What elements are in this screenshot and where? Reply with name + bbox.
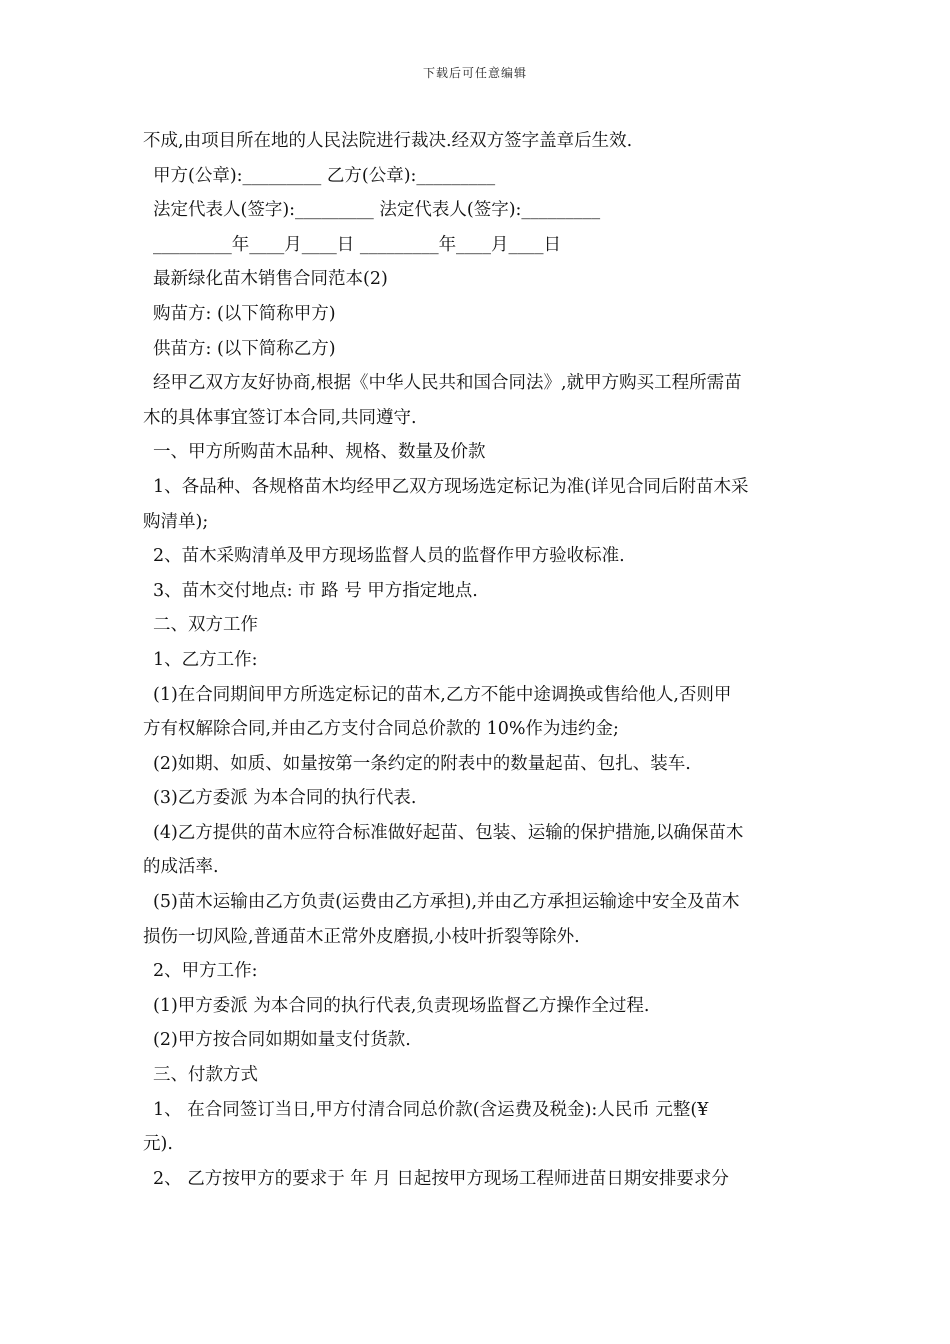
paragraph-line: 甲方(公章):_________ 乙方(公章):_________ bbox=[153, 165, 496, 186]
page-header-note: 下载后可任意编辑 bbox=[422, 66, 527, 80]
paragraph-line: 木的具体事宜签订本合同,共同遵守. bbox=[143, 407, 417, 428]
paragraph-line: 一、甲方所购苗木品种、规格、数量及价款 bbox=[153, 442, 486, 463]
paragraph-line: 1、各品种、各规格苗木均经甲乙双方现场选定标记为准(详见合同后附苗木采 bbox=[153, 476, 749, 497]
paragraph-line: 三、付款方式 bbox=[153, 1065, 258, 1086]
paragraph-line: (2)甲方按合同如期如量支付货款. bbox=[153, 1030, 411, 1051]
paragraph-line: 2、 乙方按甲方的要求于 年 月 日起按甲方现场工程师进苗日期安排要求分 bbox=[153, 1168, 729, 1189]
paragraph-line: 法定代表人(签字):_________ 法定代表人(签字):_________ bbox=[153, 200, 601, 221]
paragraph-line: 购苗方: (以下简称甲方) bbox=[153, 303, 336, 324]
paragraph-line: (4)乙方提供的苗木应符合标准做好起苗、包装、运输的保护措施,以确保苗木 bbox=[153, 822, 744, 843]
paragraph-line: 购清单); bbox=[143, 511, 209, 532]
document-body bbox=[143, 124, 813, 1196]
paragraph-line: _________年____月____日 _________年____月____日 bbox=[153, 234, 562, 255]
paragraph-line: (5)苗木运输由乙方负责(运费由乙方承担),并由乙方承担运输途中安全及苗木 bbox=[153, 892, 740, 913]
paragraph-line: 2、甲方工作: bbox=[153, 961, 258, 982]
paragraph-line: 供苗方: (以下简称乙方) bbox=[153, 338, 336, 359]
paragraph-line: 方有权解除合同,并由乙方支付合同总价款的 10%作为违约金; bbox=[143, 719, 619, 740]
paragraph-line: (1)甲方委派 为本合同的执行代表,负责现场监督乙方操作全过程. bbox=[153, 995, 650, 1016]
paragraph-line: 3、苗木交付地点: 市 路 号 甲方指定地点. bbox=[153, 580, 478, 601]
paragraph-line: 不成,由项目所在地的人民法院进行裁决.经双方签字盖章后生效. bbox=[143, 131, 633, 151]
paragraph-line: 元). bbox=[143, 1134, 173, 1155]
paragraph-line: (3)乙方委派 为本合同的执行代表. bbox=[153, 788, 417, 809]
paragraph-line: 1、 在合同签订当日,甲方付清合同总价款(含运费及税金):人民币 元整(¥ bbox=[153, 1099, 709, 1120]
paragraph-line: (1)在合同期间甲方所选定标记的苗木,乙方不能中途调换或售给他人,否则甲 bbox=[153, 684, 732, 705]
paragraph-line: 二、双方工作 bbox=[153, 615, 258, 636]
paragraph-line: 经甲乙双方友好协商,根据《中华人民共和国合同法》,就甲方购买工程所需苗 bbox=[153, 373, 742, 394]
paragraph-line: 损伤一切风险,普通苗木正常外皮磨损,小枝叶折裂等除外. bbox=[143, 926, 580, 947]
paragraph-line: 1、乙方工作: bbox=[153, 649, 258, 670]
paragraph-line: 的成活率. bbox=[143, 857, 219, 878]
paragraph-line: 2、苗木采购清单及甲方现场监督人员的监督作甲方验收标准. bbox=[153, 546, 625, 567]
paragraph-line: (2)如期、如质、如量按第一条约定的附表中的数量起苗、包扎、装车. bbox=[153, 753, 691, 774]
paragraph-line: 最新绿化苗木销售合同范本(2) bbox=[153, 269, 388, 290]
